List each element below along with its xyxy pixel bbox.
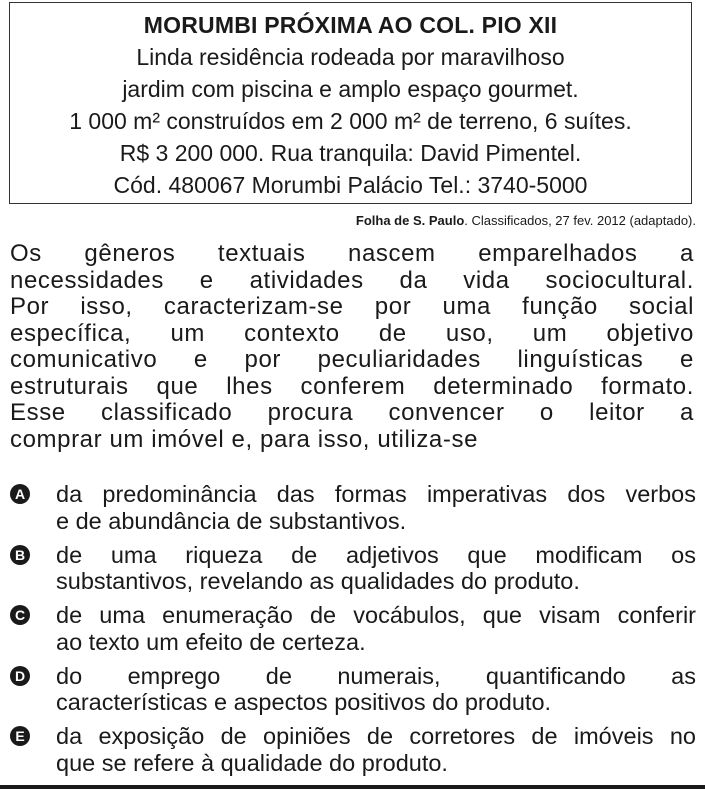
ad-title: MORUMBI PRÓXIMA AO COL. PIO XII [143, 12, 558, 38]
answer-options [10, 481, 696, 784]
question-line: comunicativo e por peculiaridades linguísticas e [10, 346, 694, 373]
option-line: da predominância das formas imperativas dos verbos [56, 481, 696, 507]
question-line: Os gêneros textuais nascem emparelhados a [10, 240, 694, 267]
option-line: ao texto um efeito de certeza. [56, 628, 366, 655]
bottom-rule [0, 785, 705, 789]
ad-line: Linda residência rodeada por maravilhoso [136, 44, 565, 70]
source-citation [356, 213, 696, 229]
question-line: Esse classificado procura convencer o leitor a [10, 399, 694, 426]
option-c[interactable] [10, 602, 696, 655]
classified-ad-box [9, 2, 692, 204]
question-line: necessidades e atividades da vida sociocultural. [10, 266, 694, 294]
ad-line: 1 000 m² construídos em 2 000 m² de terreno, 6 suítes. [69, 108, 632, 134]
option-line: da exposição de opiniões de corretores de imóveis no [56, 723, 696, 749]
option-c-badge[interactable]: C [10, 605, 30, 625]
option-e-badge[interactable]: E [10, 726, 30, 746]
option-line: de uma enumeração de vocábulos, que visam conferir [56, 602, 696, 628]
option-d-badge[interactable]: D [10, 666, 30, 686]
option-line: de uma riqueza de adjetivos que modificam os [56, 541, 696, 568]
question-line: Por isso, caracterizam-se por uma função social [10, 293, 694, 320]
option-line: substantivos, revelando as qualidades do produto. [56, 568, 580, 594]
question-line: específica, um contexto de uso, um objetivo [10, 319, 694, 347]
question-line: comprar um imóvel e, para isso, utiliza-se [10, 425, 479, 453]
option-b[interactable] [10, 542, 696, 595]
option-a-badge[interactable]: A [10, 484, 30, 504]
question-text [10, 241, 694, 453]
option-a[interactable] [10, 481, 696, 534]
option-line: e de abundância de substantivos. [56, 507, 407, 534]
source-publication: Folha de S. Paulo [355, 213, 465, 228]
option-line: que se refere à qualidade do produto. [56, 749, 448, 776]
ad-line: R$ 3 200 000. Rua tranquila: David Pimentel. [119, 140, 582, 166]
option-line: características e aspectos positivos do produto. [56, 689, 552, 715]
option-line: do emprego de numerais, quantificando as [56, 662, 696, 689]
question-line: estruturais que lhes conferem determinado formato. [10, 372, 694, 400]
option-d[interactable] [10, 663, 696, 716]
option-b-badge[interactable]: B [10, 545, 30, 565]
ad-line: jardim com piscina e amplo espaço gourmet. [122, 76, 579, 102]
source-details: . Classificados, 27 fev. 2012 (adaptado). [464, 213, 696, 228]
ad-line: Cód. 480067 Morumbi Palácio Tel.: 3740-5000 [113, 172, 588, 198]
option-e[interactable] [10, 723, 696, 776]
